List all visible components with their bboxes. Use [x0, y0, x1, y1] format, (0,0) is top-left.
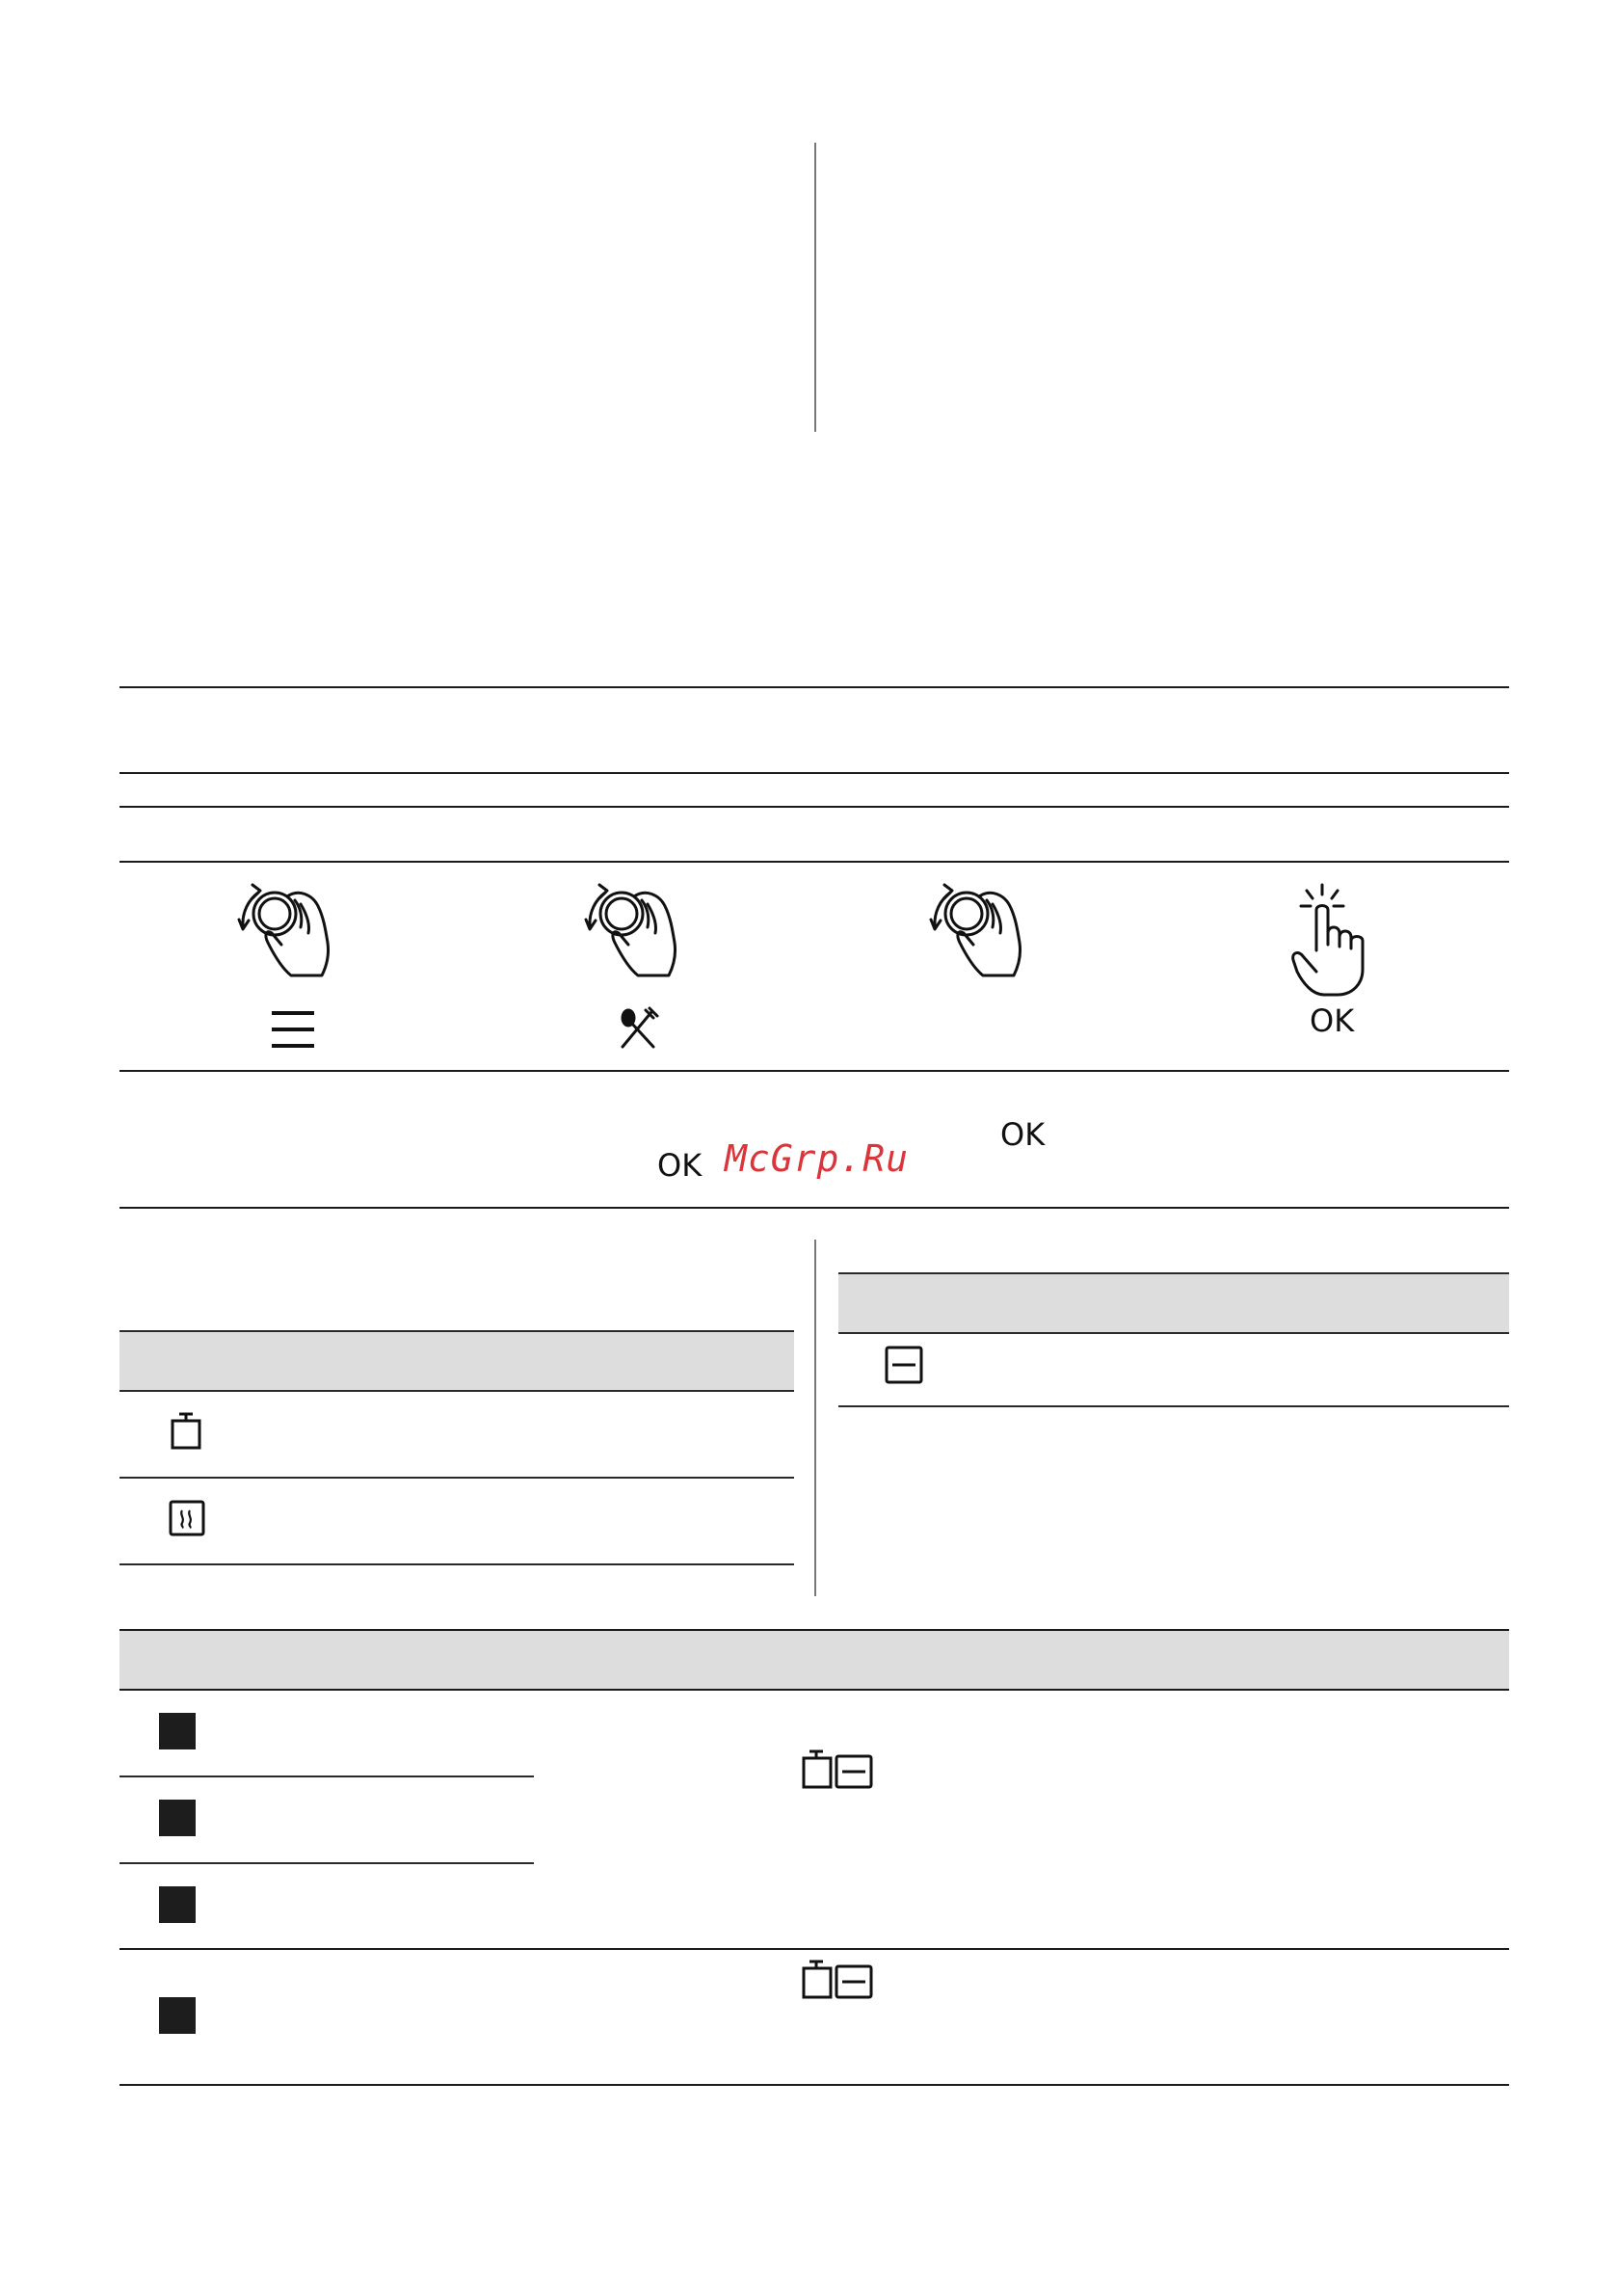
top-column-divider	[814, 143, 816, 432]
middle-column-divider	[814, 1240, 816, 1596]
steps-table-bottom	[119, 1070, 1509, 1072]
right-table-top-rule	[838, 1272, 1509, 1274]
press-finger-hand-icon	[1289, 883, 1376, 999]
section-rule-top	[119, 686, 1509, 688]
minus-box-icon	[885, 1346, 923, 1384]
row-marker-square	[159, 1800, 196, 1836]
step4-ok-label: OK	[1310, 1002, 1355, 1039]
left-table-bottom-rule	[119, 1563, 794, 1565]
heating-function-icon	[169, 1500, 205, 1536]
rotate-knob-hand-icon	[923, 875, 1039, 1001]
steps-table-top	[119, 861, 1509, 863]
row-marker-square	[159, 1713, 196, 1749]
right-table-bottom-rule	[838, 1405, 1509, 1407]
left-table-row1-rule	[119, 1477, 794, 1479]
menu-lines-icon	[270, 1010, 316, 1049]
bottom-table-group-rule	[119, 1948, 1509, 1950]
bottom-table-bottom-rule	[119, 2084, 1509, 2086]
timer-icon	[170, 1411, 202, 1450]
instruction-ok-left: OK	[657, 1147, 703, 1184]
bottom-subrow-rule-2	[119, 1862, 534, 1864]
bottom-table-top-rule	[119, 1629, 1509, 1631]
left-table-top-rule	[119, 1330, 794, 1332]
instruction-rule-bottom	[119, 1207, 1509, 1209]
rotate-knob-hand-icon	[231, 875, 347, 1001]
timer-minus-icon	[802, 1749, 873, 1789]
row-marker-square	[159, 1997, 196, 2034]
right-table-header	[838, 1274, 1509, 1332]
bottom-subrow-rule-1	[119, 1775, 534, 1777]
timer-minus-icon	[802, 1959, 873, 1999]
rotate-knob-hand-icon	[578, 875, 694, 1001]
bottom-table-header	[119, 1631, 1509, 1689]
left-table-header-rule	[119, 1390, 794, 1392]
section-rule-3	[119, 806, 1509, 808]
section-rule-2	[119, 772, 1509, 774]
bottom-table-header-rule	[119, 1689, 1509, 1691]
row-marker-square	[159, 1886, 196, 1923]
watermark: McGrp.Ru	[725, 1137, 910, 1180]
left-table-header	[119, 1332, 794, 1390]
spoon-fork-icon	[619, 1008, 657, 1049]
right-table-header-rule	[838, 1332, 1509, 1334]
instruction-ok-right: OK	[1000, 1116, 1046, 1153]
